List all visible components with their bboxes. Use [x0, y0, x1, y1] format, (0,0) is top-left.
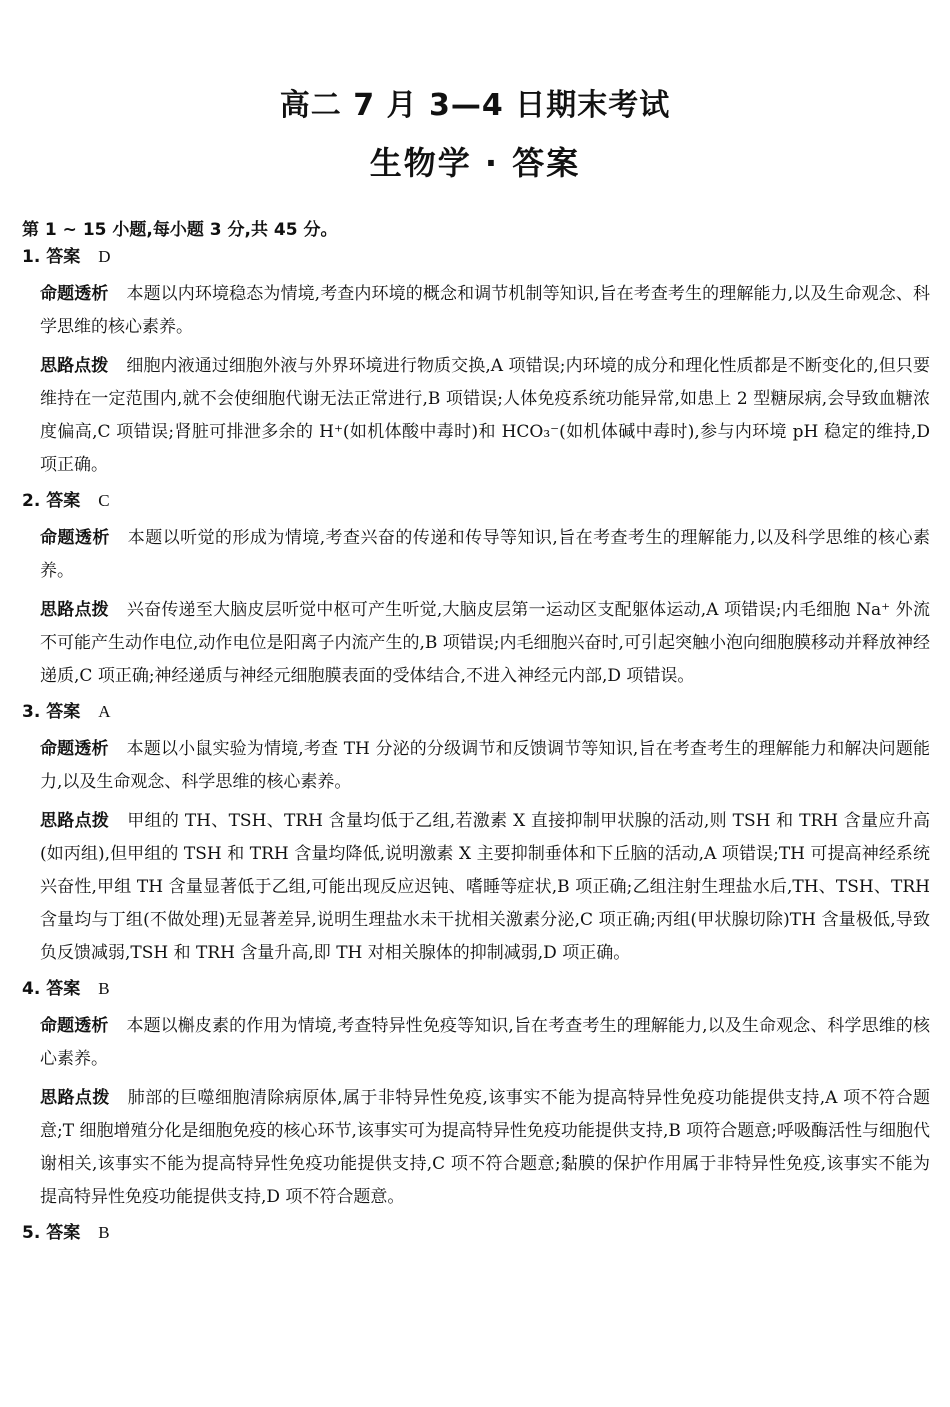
analysis-text: 本题以内环境稳态为情境,考查内环境的概念和调节机制等知识,旨在考查考生的理解能力,以及生命观念、科学思维的核心素养。	[40, 284, 930, 337]
thinking-label: 思路点拨	[40, 356, 109, 376]
analysis-text: 本题以听觉的形成为情境,考查兴奋的传递和传导等知识,旨在考查考生的理解能力,以及科学思维的核心素养。	[40, 528, 931, 581]
thinking-label: 思路点拨	[40, 1088, 110, 1108]
question-2-header	[22, 488, 932, 522]
question-number: 1. 答案	[22, 247, 81, 267]
thinking-paragraph	[40, 594, 930, 693]
analysis-text: 本题以小鼠实验为情境,考查 TH 分泌的分级调节和反馈调节等知识,旨在考查考生的理解能力和解决问题能力,以及生命观念、科学思维的核心素养。	[40, 739, 931, 792]
analysis-label: 命题透析	[40, 739, 109, 759]
analysis-label: 命题透析	[40, 528, 110, 548]
analysis-text: 本题以槲皮素的作用为情境,考查特异性免疫等知识,旨在考查考生的理解能力,以及生命观念、科学思维的核心素养。	[40, 1016, 930, 1069]
analysis-label: 命题透析	[40, 284, 109, 304]
exam-title: 高二 7 月 3—4 日期末考试	[279, 88, 671, 123]
thinking-paragraph	[40, 1082, 930, 1214]
answer-letter: B	[98, 979, 110, 998]
subject-title: 生物学 · 答案	[369, 144, 581, 182]
thinking-text: 甲组的 TH、TSH、TRH 含量均低于乙组,若激素 X 直接抑制甲状腺的活动,则 TSH 和 TRH 含量应升高(如丙组),但甲组的 TSH 和 TRH 含量均降低,说明激素 X 主要抑制垂体和下丘脑的活动,A 项错误;TH 可提高神经系统兴奋性,甲组 TH 含量显著低于乙组,可能出现反应迟钝、嗜睡等症状,B 项正确;乙组注射生理盐水后,TH、TSH、TRH 含量均与丁组(不做处理)无显著差异,说明生理盐水未干扰相关激素分泌,C 项正确;丙组(甲状腺切除)TH 含量极低,导致负反馈减弱,TSH 和 TRH 含量升高,即 TH 对相关腺体的抑制减弱,D 项正确。	[40, 811, 931, 963]
question-number: 4. 答案	[22, 979, 81, 999]
analysis-paragraph	[40, 1010, 930, 1076]
answer-letter: B	[98, 1223, 110, 1242]
answer-letter: D	[98, 247, 111, 266]
question-5-header	[22, 1220, 932, 1254]
question-number: 5. 答案	[22, 1223, 81, 1243]
analysis-label: 命题透析	[40, 1016, 109, 1036]
question-number: 2. 答案	[22, 491, 81, 511]
answers-list	[22, 244, 932, 1254]
thinking-label: 思路点拨	[40, 600, 109, 620]
answer-letter: A	[98, 702, 111, 721]
thinking-paragraph	[40, 350, 930, 482]
thinking-paragraph	[40, 805, 930, 970]
question-number: 3. 答案	[22, 702, 81, 722]
answer-letter: C	[98, 491, 110, 510]
analysis-paragraph	[40, 733, 930, 799]
thinking-text: 肺部的巨噬细胞清除病原体,属于非特异性免疫,该事实不能为提高特异性免疫功能提供支持,A 项不符合题意;T 细胞增殖分化是细胞免疫的核心环节,该事实可为提高特异性免疫功能提供支持,B 项符合题意;呼吸酶活性与细胞代谢相关,该事实不能为提高特异性免疫功能提供支持,C 项不符合题意;黏膜的保护作用属于非特异性免疫,该事实不能为提高特异性免疫功能提供支持,D 项不符合题意。	[40, 1088, 931, 1207]
analysis-paragraph	[40, 278, 930, 344]
thinking-text: 细胞内液通过细胞外液与外界环境进行物质交换,A 项错误;内环境的成分和理化性质都是不断变化的,但只要维持在一定范围内,就不会使细胞代谢无法正常进行,B 项错误;人体免疫系统功能异常,如患上 2 型糖尿病,会导致血糖浓度偏高,C 项错误;肾脏可排泄多余的 H⁺(如机体酸中毒时)和 HCO₃⁻(如机体碱中毒时),参与内环境 pH 稳定的维持,D 项正确。	[40, 356, 930, 475]
section-intro: 第 1 ~ 15 小题,每小题 3 分,共 45 分。	[22, 220, 338, 240]
analysis-paragraph	[40, 522, 930, 588]
question-4-header	[22, 976, 932, 1010]
thinking-text: 兴奋传递至大脑皮层听觉中枢可产生听觉,大脑皮层第一运动区支配躯体运动,A 项错误;内毛细胞 Na⁺ 外流不可能产生动作电位,动作电位是阳离子内流产生的,B 项错误;内毛细胞兴奋时,可引起突触小泡向细胞膜移动并释放神经递质,C 项正确;神经递质与神经元细胞膜表面的受体结合,不进入神经元内部,D 项错误。	[40, 600, 931, 686]
question-1-header	[22, 244, 932, 278]
question-3-header	[22, 699, 932, 733]
thinking-label: 思路点拨	[40, 811, 110, 831]
